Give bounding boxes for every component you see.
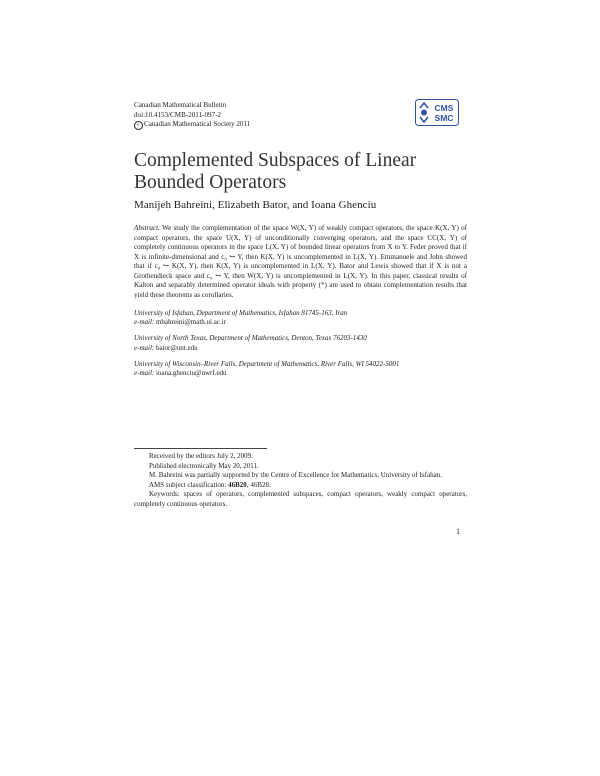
authors: Manijeh Bahreini, Elizabeth Bator, and Ioana Ghenciu: [134, 199, 377, 211]
paper-title: [134, 150, 474, 194]
email-label: e-mail:: [134, 318, 155, 327]
email-label: e-mail:: [134, 343, 155, 352]
affiliation-institution: University of North Texas, Department of Mathematics, Denton, Texas 76203-1430: [134, 334, 367, 343]
title-line-2: Bounded Operators: [134, 172, 287, 193]
affiliation-email-line: [134, 369, 467, 378]
affiliation-block: [134, 334, 467, 352]
email-address[interactable]: mbahreini@math.ui.ac.ir: [155, 318, 226, 327]
journal-info: [134, 101, 374, 130]
affiliation-institution: University of Isfahan, Department of Mathematics, Isfahan 81745-163, Iran: [134, 309, 348, 317]
page-number: 1: [456, 527, 460, 536]
ams-label: AMS subject classification:: [149, 480, 227, 489]
footnotes: [134, 452, 467, 509]
journal-name: Canadian Mathematical Bulletin: [134, 101, 227, 109]
affiliation-email-line: [134, 318, 467, 327]
doi: doi:10.4153/CMB-2011-097-2: [134, 110, 222, 119]
logo-top-text: CMS: [434, 103, 454, 113]
affiliation-institution: University of Wisconsin–River Falls, Department of Mathematics, River Falls, WI 54022-5001: [134, 359, 400, 368]
affiliation-block: [134, 360, 467, 378]
email-label: e-mail:: [134, 369, 155, 378]
title-line-1: Complemented Subspaces of Linear: [134, 150, 417, 171]
affiliations: [134, 309, 467, 385]
footnote-support: M. Bahreini was partially supported by the Centre of Excellence for Mathematics, University of Isfahan.: [149, 471, 442, 479]
abstract: [134, 224, 467, 300]
ams-primary: 46B20: [228, 480, 247, 489]
affiliation-email-line: [134, 344, 467, 353]
email-address[interactable]: ioana.ghenciu@uwrf.edu: [155, 369, 227, 378]
footnote-keywords: Keywords: spaces of operators, complemented subspaces, compact operators, weakly compact operators, completely continuous operators.: [134, 490, 467, 508]
footnote-published: Published electronically May 20, 2011.: [149, 461, 259, 470]
email-address[interactable]: bator@unt.edu: [155, 343, 198, 352]
cms-smc-logo: [415, 99, 459, 126]
copyright-line: [134, 120, 374, 130]
abstract-text: We study the complementation of the space W(X, Y) of weakly compact operators, the space K(X, Y) of compact operators, the space U(X, Y) of unconditionally converging operators, and the space CC(X, Y) of completely continuous operators in the space L(X, Y) of bounded linear operators from X to Y. Feder proved that if X is infinite-dimensional and c₀ ↪ Y, then K(X, Y) is uncomplemented in L(X, Y). Emmanuele and John showed that if c₀ ↪ K(X, Y), then K(X, Y) is uncomplemented in L(X, Y). Bator and Lewis showed that if X is not a Grothendieck space and c₀ ↪ Y, then W(X, Y) is uncomplemented in L(X, Y). In this paper, classical results of Kalton and separably determined operator ideals with property (*) are used to obtain complementation results that yield these theorems as corollaries.: [134, 224, 468, 299]
footnote-received: Received by the editors July 2, 2009.: [149, 452, 253, 460]
logo-bottom-text: SMC: [434, 113, 454, 123]
ams-secondary: , 46B28.: [246, 480, 271, 489]
affiliation-block: [134, 309, 467, 327]
footnote-divider: [134, 448, 267, 449]
copyright-symbol: c: [134, 121, 143, 130]
footnote-ams: [134, 481, 467, 491]
abstract-label: Abstract.: [134, 224, 160, 232]
copyright-text: Canadian Mathematical Society 2011: [144, 120, 251, 129]
